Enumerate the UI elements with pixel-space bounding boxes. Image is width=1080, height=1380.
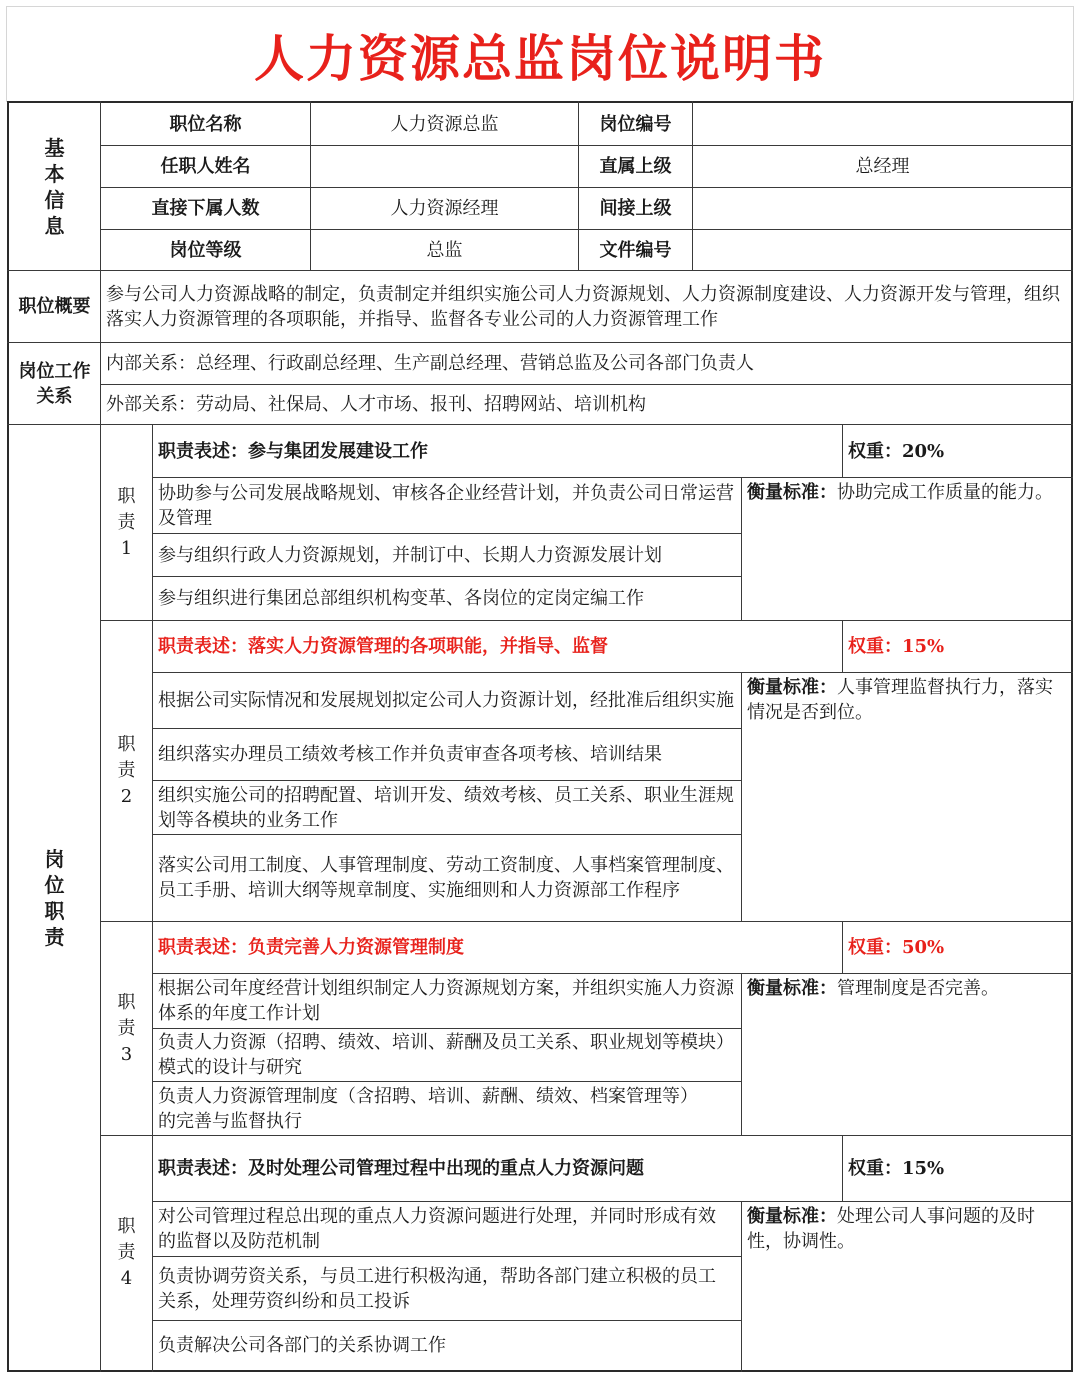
duty-task: 协助参与公司发展战略规划、审核各企业经营计划，并负责公司日常运营及管理 <box>158 482 734 529</box>
duty-task: 组织落实办理员工绩效考核工作并负责审查各项考核、培训结果 <box>158 744 662 765</box>
measure-label: 衡量标准： <box>747 1206 837 1227</box>
duty-task: 负责人力资源管理制度（含招聘、培训、薪酬、绩效、档案管理等）的完善与监督执行 <box>158 1085 698 1132</box>
overview-label: 职位概要 <box>18 296 91 317</box>
duty-label-text: 职责1 <box>117 485 136 559</box>
field-label: 直属上级 <box>599 156 672 177</box>
basic-info-label <box>9 103 100 270</box>
field-label: 任职人姓名 <box>160 156 251 177</box>
field-value: 人力资源总监 <box>390 113 499 135</box>
duty-weight: 权重：50% <box>848 937 945 958</box>
duty-weight: 权重：20% <box>848 440 945 462</box>
field-label: 岗位等级 <box>169 239 242 261</box>
duty-label <box>101 621 152 921</box>
measure-text: 协助完成工作质量的能力。 <box>837 482 1053 503</box>
duty-measure <box>742 675 1072 921</box>
field-label: 直接下属人数 <box>151 198 260 219</box>
duty-task: 根据公司年度经营计划组织制定人力资源规划方案，并组织实施人力资源体系的年度工作计划 <box>158 978 734 1024</box>
document-title: 人力资源总监岗位说明书 <box>254 29 826 88</box>
duty-label <box>101 425 152 620</box>
duty-label <box>101 922 152 1135</box>
measure-text: 处理公司人事问题的及时性，协调性。 <box>747 1206 1035 1252</box>
duty-task: 对公司管理过程总出现的重点人力资源问题进行处理，并同时形成有效的监督以及防范机制 <box>158 1206 716 1252</box>
title-banner <box>6 6 1074 102</box>
duty-weight: 权重：15% <box>848 636 945 657</box>
duty-measure <box>742 480 1072 620</box>
measure-label: 衡量标准： <box>747 978 837 999</box>
duty-measure <box>742 976 1072 1135</box>
duty-label-text: 职责4 <box>117 1216 136 1289</box>
duty-measure <box>742 1204 1072 1370</box>
duty-statement: 职责表述：参与集团发展建设工作 <box>158 440 428 462</box>
duty-statement: 职责表述：落实人力资源管理的各项职能，并指导、监督 <box>158 636 608 657</box>
measure-text: 管理制度是否完善。 <box>837 978 999 999</box>
field-value <box>693 230 1072 270</box>
duty-task: 参与组织进行集团总部组织机构变革、各岗位的定岗定编工作 <box>158 588 644 609</box>
field-label: 间接上级 <box>599 198 672 219</box>
duty-task: 落实公司用工制度、人事管理制度、劳动工资制度、人事档案管理制度、员工手册、培训大纲等规章制度、实施细则和人力资源部工作程序 <box>158 855 734 901</box>
field-value: 总监 <box>426 239 463 261</box>
duty-statement: 职责表述：及时处理公司管理过程中出现的重点人力资源问题 <box>158 1158 644 1179</box>
duties-label-text: 岗位职责 <box>44 846 65 949</box>
duty-task: 参与组织行政人力资源规划，并制订中、长期人力资源发展计划 <box>158 544 662 566</box>
duty-task: 负责解决公司各部门的关系协调工作 <box>158 1335 446 1356</box>
measure-label: 衡量标准： <box>747 482 837 503</box>
duty-task: 负责人力资源（招聘、绩效、培训、薪酬及员工关系、职业规划等模块）模式的设计与研究 <box>158 1032 734 1078</box>
field-value: 总经理 <box>855 156 910 177</box>
duty-task: 组织实施公司的招聘配置、培训开发、绩效考核、员工关系、职业生涯规划等各模块的业务工作 <box>158 784 734 831</box>
measure-label: 衡量标准： <box>747 677 837 698</box>
field-label: 岗位编号 <box>599 113 672 135</box>
field-label: 职位名称 <box>169 113 242 135</box>
basic-info-label-text: 基本信息 <box>44 135 65 238</box>
field-label: 文件编号 <box>599 239 672 261</box>
internal-relations: 内部关系：总经理、行政副总经理、生产副总经理、营销总监及公司各部门负责人 <box>106 353 754 374</box>
field-value: 人力资源经理 <box>390 198 499 219</box>
relations-label: 岗位工作关系 <box>18 360 91 407</box>
duty-label-text: 职责3 <box>117 991 136 1065</box>
duty-label-text: 职责2 <box>117 734 136 807</box>
field-value <box>693 103 1072 145</box>
duty-task: 根据公司实际情况和发展规划拟定公司人力资源计划，经批准后组织实施 <box>158 690 734 711</box>
duty-statement: 职责表述：负责完善人力资源管理制度 <box>158 937 464 958</box>
duty-task: 负责协调劳资关系，与员工进行积极沟通，帮助各部门建立积极的员工关系，处理劳资纠纷和员工投诉 <box>158 1265 716 1312</box>
overview-text: 参与公司人力资源战略的制定，负责制定并组织实施公司人力资源规划、人力资源制度建设、人力资源开发与管理，组织落实人力资源管理的各项职能，并指导、监督各专业公司的人力资源管理工作 <box>106 283 1060 330</box>
external-relations: 外部关系：劳动局、社保局、人才市场、报刊、招聘网站、培训机构 <box>106 394 646 415</box>
measure-text: 人事管理监督执行力，落实情况是否到位。 <box>747 677 1053 723</box>
field-value <box>311 146 578 187</box>
duty-weight: 权重：15% <box>848 1158 945 1179</box>
duties-label <box>9 425 100 1370</box>
field-value <box>693 188 1072 229</box>
duty-label <box>101 1136 152 1370</box>
